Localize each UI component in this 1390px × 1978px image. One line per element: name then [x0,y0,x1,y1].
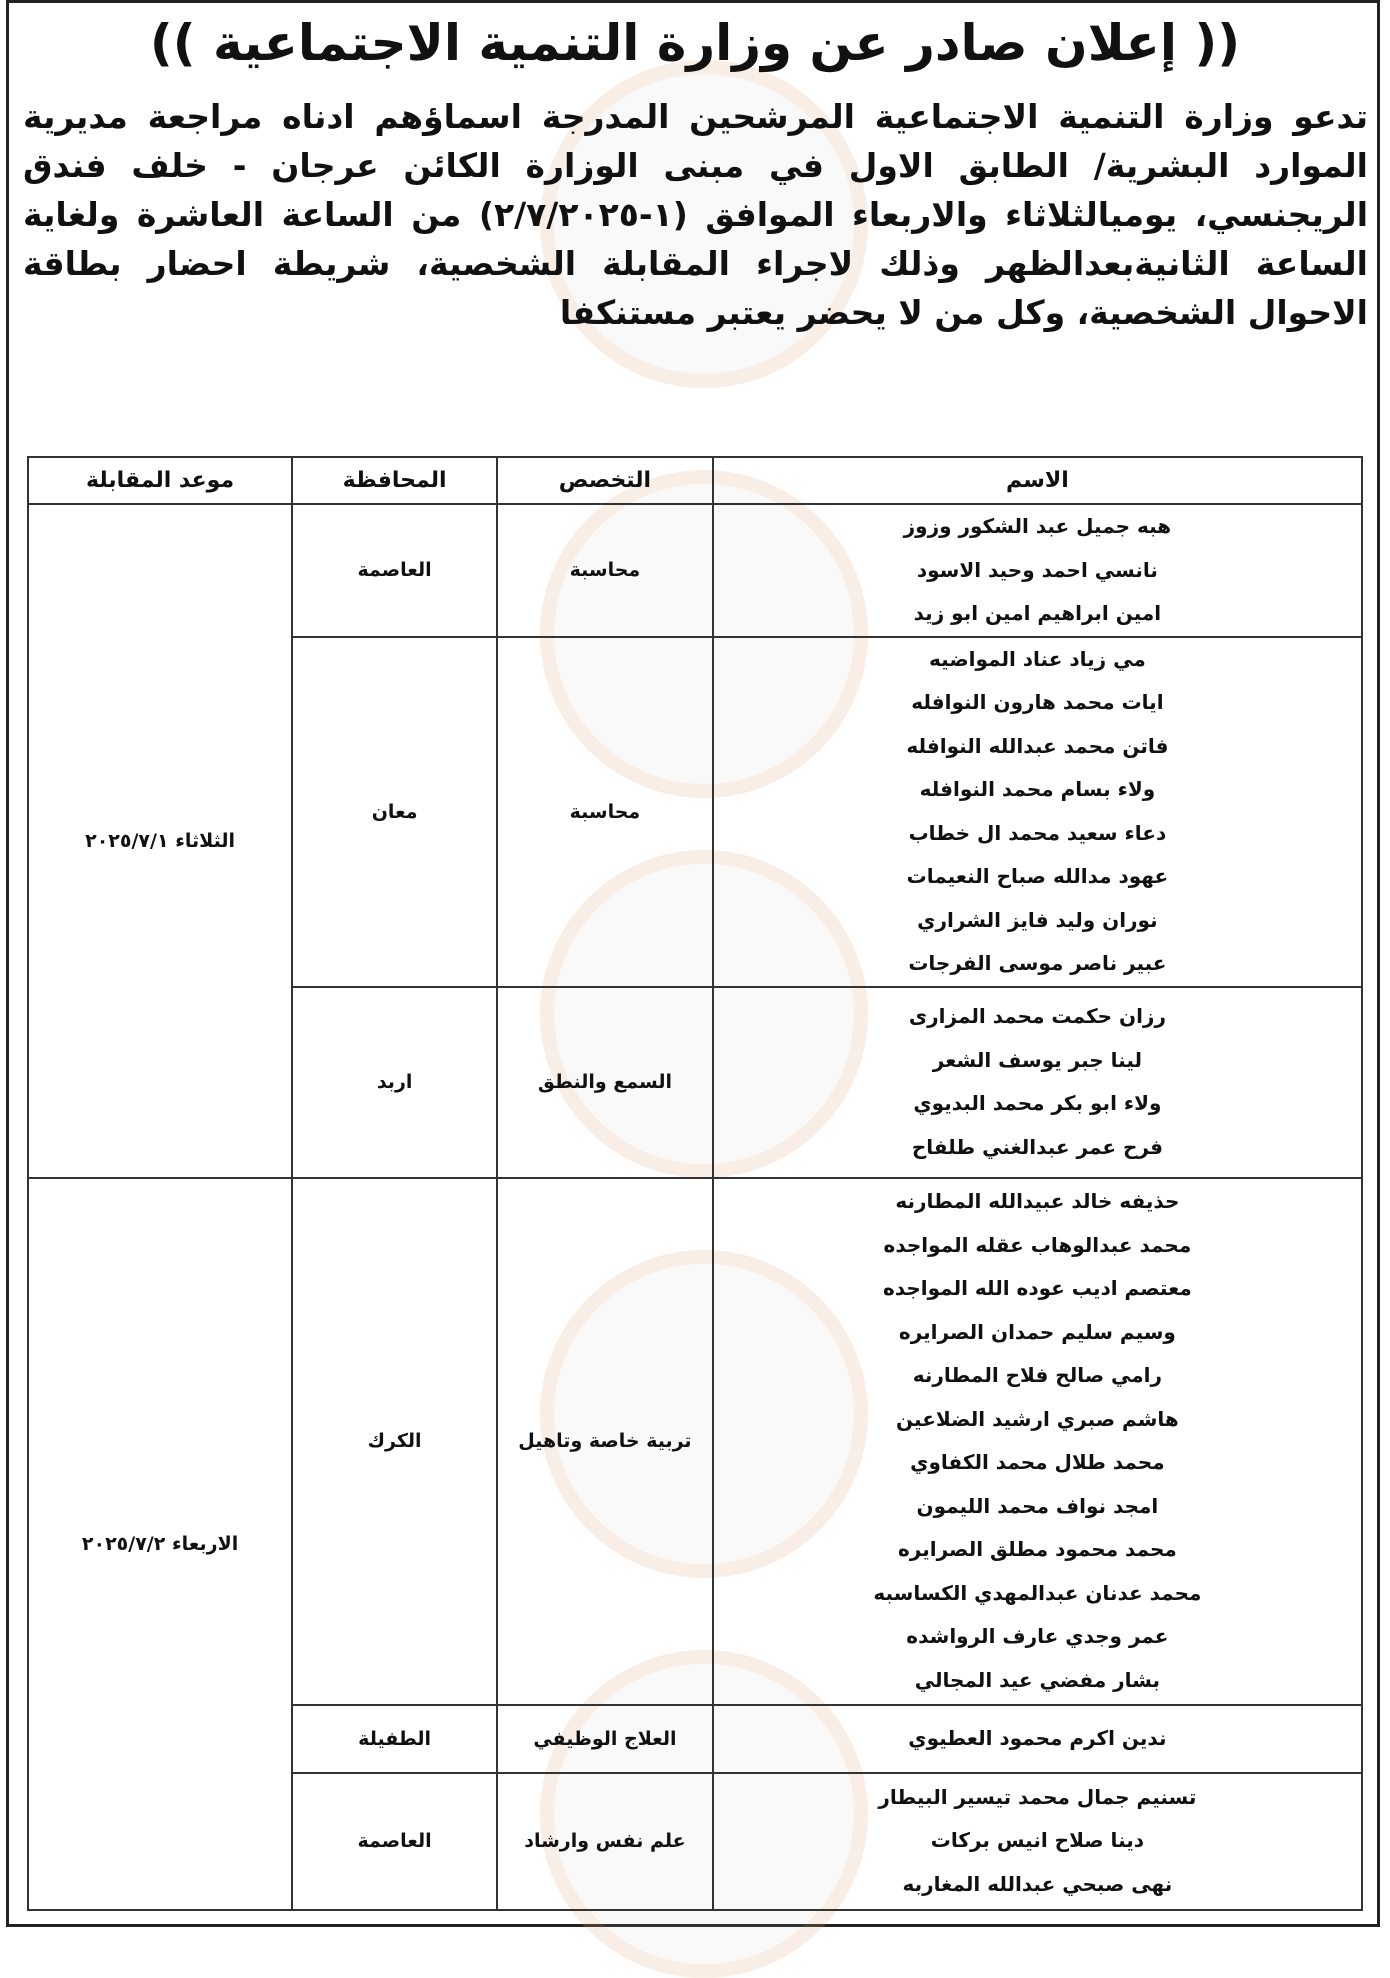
table-row [28,504,1362,637]
names-cell [713,637,1362,987]
candidate-name: دعاء سعيد محمد ال خطاب [908,820,1167,845]
table-header-row [28,457,1362,504]
governorate-cell: العاصمة [292,1773,497,1910]
candidate-name: نوران وليد فايز الشراري [917,907,1158,932]
names-cell [713,987,1362,1178]
candidate-name: وسيم سليم حمدان الصرايره [898,1319,1176,1344]
candidate-name: ندين اكرم محمود العطيوي [908,1725,1167,1750]
candidate-name: ولاء ابو بكر محمد البديوي [913,1091,1162,1115]
candidate-name: فاتن محمد عبدالله النوافله [906,733,1169,758]
names-cell [713,1773,1362,1910]
governorate-cell: الطفيلة [292,1705,497,1773]
governorate-cell: اربد [292,987,497,1178]
interview-date-cell: الاربعاء ٢٠٢٥/٧/٢ [28,1178,292,1910]
candidate-name: بشار مفضي عيد المجالي [914,1667,1161,1692]
specialty-cell: تربية خاصة وتاهيل [497,1178,713,1705]
candidate-name: عمر وجدي عارف الرواشده [906,1624,1169,1648]
specialty-cell: محاسبة [497,637,713,987]
candidates-table [27,456,1363,1911]
governorate-cell: معان [292,637,497,987]
announcement-title: (( إعلان صادر عن وزارة التنمية الاجتماعية )) [149,14,1241,72]
candidate-name: ولاء بسام محمد النوافله [919,777,1156,801]
candidate-name: لينا جبر يوسف الشعر [932,1047,1143,1072]
candidate-name: عبير ناصر موسى الفرجات [908,951,1167,975]
header-interview-date: موعد المقابلة [28,457,292,504]
header-name: الاسم [713,457,1362,504]
candidate-name: نهى صبحي عبدالله المغاربه [902,1871,1173,1896]
candidate-name: تسنيم جمال محمد تيسير البيطار [878,1784,1197,1809]
candidate-name: ايات محمد هارون النوافله [911,690,1164,714]
table-row [28,1178,1362,1705]
candidate-name: عهود مدالله صباح النعيمات [906,864,1169,888]
candidate-name: امجد نواف محمد الليمون [916,1493,1159,1518]
candidate-name: محمد طلال محمد الكفاوي [910,1450,1165,1474]
header-specialty: التخصص [497,457,713,504]
specialty-cell: محاسبة [497,504,713,637]
candidate-name: محمد عدنان عبدالمهدي الكساسبه [873,1580,1202,1605]
governorate-cell: الكرك [292,1178,497,1705]
specialty-cell: علم نفس وارشاد [497,1773,713,1910]
announcement-body: تدعو وزارة التنمية الاجتماعية المرشحين المدرجة اسماؤهم ادناه مراجعة مديرية الموارد البشرية/ الطابق الاول في مبنى الوزارة الكائن عرجان - خلف فندق الريجنسي، يوميالثلاثاء والاربعاء الموافق (١-٢/٧/٢٠٢٥) من الساعة العاشرة ولغاية الساعة الثانيةبعدالظهر وذلك لاجراء المقابلة الشخصية، شريطة احضار بطاقة الاحوال الشخصية، وكل من لا يحضر يعتبر مستنكفا [23,97,1369,332]
specialty-cell: العلاج الوظيفي [497,1705,713,1773]
candidate-name: هبه جميل عبد الشكور وزوز [903,514,1172,538]
header-governorate: المحافظة [292,457,497,504]
candidate-name: محمد عبدالوهاب عقله المواجده [883,1232,1192,1257]
names-cell [713,1178,1362,1705]
interview-date-cell: الثلاثاء ٢٠٢٥/٧/١ [28,504,292,1178]
candidate-name: مي زياد عناد المواضيه [929,646,1146,671]
candidate-name: امين ابراهيم امين ابو زيد [913,601,1162,625]
specialty-cell: السمع والنطق [497,987,713,1178]
candidate-name: رزان حكمت محمد المزارى [908,1004,1166,1028]
names-cell [713,504,1362,637]
candidate-name: فرح عمر عبدالغني طلفاح [911,1134,1163,1159]
candidate-name: معتصم اديب عوده الله المواجده [883,1276,1192,1300]
candidate-name: حذيفه خالد عبيدالله المطارنه [895,1189,1180,1213]
candidate-name: محمد محمود مطلق الصرايره [897,1537,1177,1561]
candidate-name: هاشم صبري ارشيد الضلاعين [896,1406,1179,1431]
candidate-name: دينا صلاح انيس بركات [930,1828,1145,1853]
candidate-name: نانسي احمد وحيد الاسود [916,557,1158,582]
candidate-name: رامي صالح فلاح المطارنه [912,1363,1163,1387]
names-cell [713,1705,1362,1773]
governorate-cell: العاصمة [292,504,497,637]
